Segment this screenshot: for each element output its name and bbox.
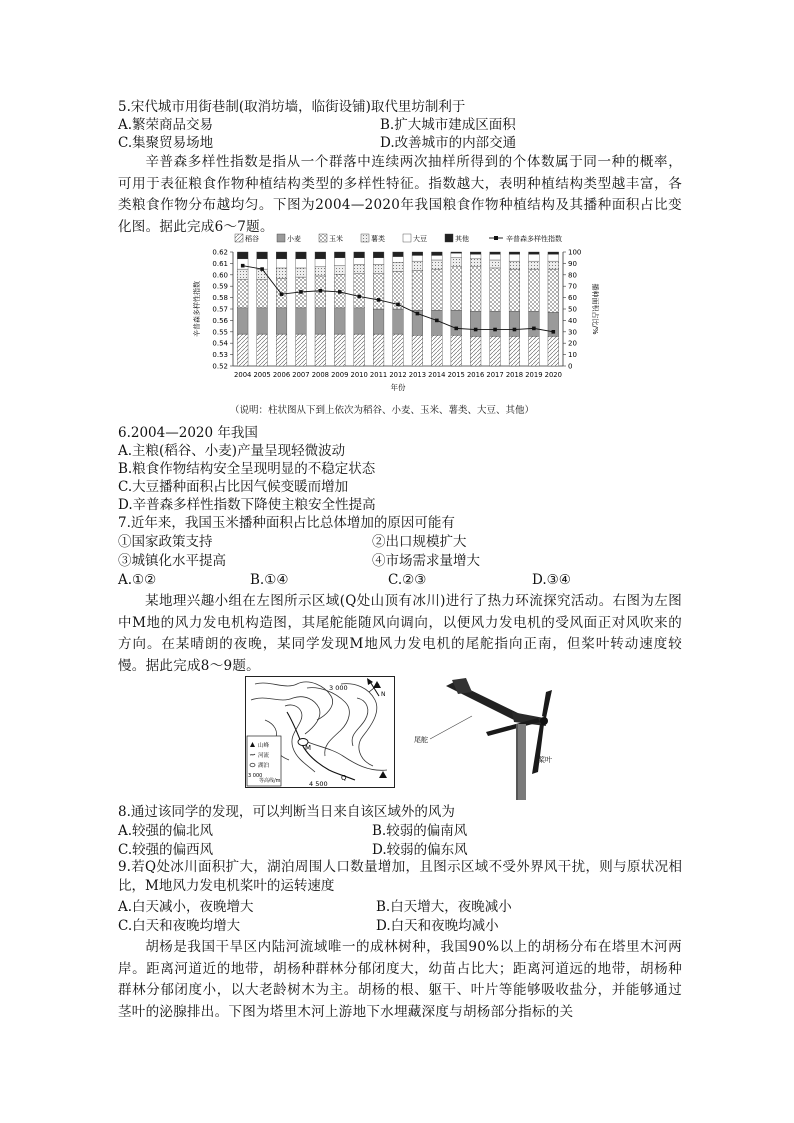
simpson-index-point — [513, 328, 517, 332]
x-tick-label: 2009 — [331, 371, 349, 379]
bar-segment — [257, 252, 268, 259]
y-right-tick-label: 40 — [568, 316, 577, 325]
bar-segment — [431, 252, 442, 255]
bar-segment — [412, 335, 423, 366]
y-right-tick-label: 70 — [568, 282, 577, 291]
y-tick-label: 0.52 — [212, 362, 228, 371]
q7-statement-4: ④市场需求量增大 — [372, 553, 480, 569]
x-tick-label: 2014 — [428, 371, 446, 379]
y-tick-label: 0.57 — [212, 305, 228, 314]
contour-label-3000: 3 000 — [329, 684, 348, 692]
bar-segment — [470, 254, 481, 259]
bar-segment — [373, 334, 384, 366]
wind-turbine-figure — [412, 676, 562, 800]
legend-label: 其他 — [455, 235, 469, 243]
simpson-index-point — [260, 267, 264, 271]
chart-legend — [235, 234, 562, 243]
bar-segment — [412, 261, 423, 270]
bar-segment — [509, 336, 520, 366]
y-right-tick-label: 50 — [568, 305, 577, 314]
x-tick-label: 2017 — [486, 371, 504, 379]
q7-option-d[interactable]: D.③④ — [532, 572, 571, 588]
x-tick-label: 2019 — [525, 371, 543, 379]
q6-option-c[interactable]: C.大豆播种面积占比因气候变暖而增加 — [118, 479, 349, 495]
bar-segment — [490, 311, 501, 336]
simpson-index-point — [338, 290, 342, 294]
contour-label-4500: 4 500 — [309, 780, 328, 788]
bar-segment — [354, 258, 365, 265]
x-tick-label: 2015 — [447, 371, 465, 379]
y-tick-label: 0.59 — [212, 282, 228, 291]
bar-segment — [334, 258, 345, 266]
q7-statement-1: ①国家政策支持 — [118, 534, 213, 550]
q9-stem: 9.若Q处冰川面积扩大，湖泊周围人口数量增加，且图示区域不受外界风干扰，则与原状况相比，M地风力发电机桨叶的运转速度 — [118, 859, 682, 894]
q9-option-d[interactable]: D.白天和夜晚均减小 — [376, 918, 499, 934]
y-right-tick-label: 10 — [568, 351, 577, 360]
q8-option-a[interactable]: A.较强的偏北风 — [118, 823, 214, 839]
bar-segment — [529, 269, 540, 311]
bar-segment — [276, 334, 287, 366]
q9-option-c[interactable]: C.白天和夜晚均增大 — [118, 918, 241, 934]
bar-segment — [451, 258, 462, 267]
bar-segment — [276, 252, 287, 259]
legend-swatch — [403, 234, 411, 242]
legend-line-label: 辛普森多样性指数 — [506, 235, 562, 243]
bar-segment — [334, 252, 345, 258]
simpson-index-point — [435, 319, 439, 323]
bar-segment — [548, 336, 559, 366]
q7-statement-2: ②出口规模扩大 — [372, 534, 467, 550]
simpson-index-point — [377, 298, 381, 302]
x-tick-label: 2005 — [253, 371, 271, 379]
y-right-tick-label: 0 — [568, 362, 573, 371]
y-right-tick-label: 80 — [568, 271, 577, 280]
simpson-index-point — [299, 290, 303, 294]
bar-segment — [296, 334, 307, 366]
x-tick-label: 2011 — [369, 371, 388, 379]
bar-segment — [237, 279, 248, 308]
bar-segment — [334, 334, 345, 366]
legend-label: 玉米 — [329, 235, 343, 243]
y-tick-label: 0.56 — [212, 316, 228, 325]
bar-segment — [412, 252, 423, 255]
bar-segment — [529, 311, 540, 336]
x-axis-title: 年份 — [390, 383, 406, 392]
q8-option-d[interactable]: D.较弱的偏东风 — [372, 842, 468, 858]
x-tick-label: 2004 — [234, 371, 252, 379]
q7-option-a[interactable]: A.①② — [118, 572, 157, 588]
bar-segment — [470, 336, 481, 366]
bar-segment — [451, 253, 462, 258]
y-right-tick-label: 30 — [568, 328, 577, 337]
q7-option-c[interactable]: C.②③ — [388, 572, 427, 588]
passage-thermal-circulation: 某地理兴趣小组在左图所示区域(Q处山顶有冰川)进行了热力环流探究活动。右图为左图中M地的风力发电机构造图，其尾舵能随风向调向，以便风力发电机的受风面正对风吹来的方向。在某晴朗的夜晚，某同学发现M地风力发电机的尾舵指向正南，但桨叶转动速度较慢。据此完成8～9题。 — [118, 593, 682, 674]
bar-segment — [315, 334, 326, 366]
bar-segment — [315, 259, 326, 267]
q6-option-d[interactable]: D.辛普森多样性指数下降使主粮安全性提高 — [118, 497, 376, 513]
bar-segment — [373, 252, 384, 258]
passage-simpson: 辛普森多样性指数是指从一个群落中连续两次抽样所得到的个体数属于同一种的概率，可用于表征粮食作物种植结构类型的多样性特征。指数越大，表明种植结构类型越丰富，各类粮食作物分布越均匀。下图为2004—2020年我国粮食作物种植结构及其播种面积占比变化图。据此完成6～7题。 — [118, 154, 682, 235]
bar-segment — [451, 335, 462, 366]
q7-stem: 7.近年来，我国玉米播种面积占比总体增加的原因可能有 — [118, 515, 455, 531]
legend-label: 大豆 — [413, 235, 427, 243]
x-tick-label: 2020 — [544, 371, 562, 379]
point-m-label: M — [305, 744, 312, 752]
simpson-index-point — [532, 327, 536, 331]
y-tick-label: 0.58 — [212, 294, 228, 303]
bar-segment — [509, 269, 520, 311]
crop-structure-chart — [185, 228, 610, 418]
y-tick-label: 0.54 — [212, 339, 228, 348]
bar-segment — [296, 252, 307, 259]
simpson-index-point — [357, 295, 361, 299]
bar-segment — [393, 334, 404, 366]
q6-option-a[interactable]: A.主粮(稻谷、小麦)产量呈现轻微波动 — [118, 443, 346, 459]
bar-segment — [490, 252, 501, 254]
x-tick-label: 2007 — [292, 371, 310, 379]
svg-text:湖泊: 湖泊 — [258, 763, 270, 769]
bar-segment — [490, 254, 501, 260]
legend-swatch — [319, 234, 327, 242]
x-tick-label: 2013 — [408, 371, 427, 379]
legend-line-marker — [494, 236, 498, 240]
bar-segment — [470, 259, 481, 267]
y-right-tick-label: 20 — [568, 339, 577, 348]
svg-text:河流: 河流 — [258, 753, 270, 759]
bar-segment — [354, 252, 365, 258]
bar-segment — [548, 261, 559, 269]
bar-segment — [393, 309, 404, 334]
bar-segment — [470, 252, 481, 254]
q7-option-b[interactable]: B.①④ — [250, 572, 289, 588]
bar-segment — [276, 268, 287, 278]
q9-option-a[interactable]: A.白天减小，夜晚增大 — [118, 899, 254, 915]
bar-segment — [315, 252, 326, 259]
x-tick-label: 2010 — [350, 371, 368, 379]
bar-segment — [276, 308, 287, 334]
bar-segment — [431, 269, 442, 310]
bar-segment — [354, 334, 365, 366]
legend-swatch — [445, 234, 453, 242]
simpson-index-point — [551, 330, 555, 334]
bar-segment — [451, 310, 462, 335]
legend-swatch — [235, 234, 243, 242]
bar-segment — [393, 262, 404, 271]
q5-option-c[interactable]: C.集聚贸易场地 — [118, 135, 214, 151]
q6-option-b[interactable]: B.粮食作物结构安全呈现明显的不稳定状态 — [118, 461, 376, 477]
x-tick-label: 2008 — [311, 371, 330, 379]
bar-segment — [373, 274, 384, 309]
y-right-tick-label: 60 — [568, 294, 577, 303]
legend-label: 薯类 — [371, 235, 385, 243]
y-right-tick-label: 90 — [568, 259, 577, 268]
x-tick-label: 2006 — [272, 371, 291, 379]
x-tick-label: 2012 — [389, 371, 407, 379]
simpson-index-point — [241, 264, 245, 268]
bar-segment — [296, 268, 307, 277]
svg-text:山峰: 山峰 — [258, 743, 270, 749]
bar-segment — [412, 270, 423, 310]
simpson-index-point — [454, 327, 458, 331]
bar-segment — [373, 309, 384, 334]
q7-statement-3: ③城镇化水平提高 — [118, 553, 226, 569]
legend-label: 稻谷 — [245, 235, 259, 243]
simpson-index-point — [474, 328, 478, 332]
bar-segment — [431, 255, 442, 260]
bar-segment — [451, 267, 462, 310]
simpson-index-point — [280, 292, 284, 296]
bar-segment — [257, 279, 268, 308]
bar-segment — [334, 266, 345, 275]
y-tick-label: 0.60 — [212, 271, 228, 280]
q5-option-b[interactable]: B.扩大城市建成区面积 — [380, 117, 516, 133]
q8-option-c[interactable]: C.较强的偏西风 — [118, 842, 214, 858]
svg-text:等高线/m: 等高线/m — [259, 778, 281, 784]
bar-segment — [529, 336, 540, 366]
y-tick-label: 0.55 — [212, 328, 228, 337]
y-tick-label: 0.62 — [212, 248, 228, 257]
q5-option-d[interactable]: D.改善城市的内部交通 — [380, 135, 517, 151]
simpson-index-point — [416, 312, 420, 316]
bar-segment — [296, 259, 307, 268]
bar-segment — [529, 252, 540, 254]
bar-segment — [334, 308, 345, 334]
bar-segment — [257, 308, 268, 334]
bar-segment — [431, 335, 442, 366]
passage-populus: 胡杨是我国干旱区内陆河流域唯一的成林树种，我国90%以上的胡杨分布在塔里木河两岸。距离河道近的地带，胡杨种群林分郁闭度大，幼苗占比大；距离河道远的地带，胡杨种群林分郁闭度小，以大老龄树木为主。胡杨的根、躯干、叶片等能够吸收盐分，并能够通过茎叶的泌腺排出。下图为塔里木河上游地下水埋藏深度与胡杨部分指标的关 — [118, 939, 682, 1020]
bar-segment — [412, 255, 423, 261]
bar-segment — [509, 261, 520, 269]
simpson-index-point — [396, 303, 400, 307]
bar-segment — [470, 311, 481, 336]
q8-stem: 8.通过该同学的发现，可以判断当日来自该区域外的风为 — [118, 804, 455, 820]
bar-segment — [490, 268, 501, 311]
bar-segment — [548, 252, 559, 254]
q5-stem: 5.宋代城市用街巷制(取消坊墙，临街设铺)取代里坊制利于 — [118, 99, 466, 115]
legend-swatch — [277, 234, 285, 242]
legend-label: 小麦 — [287, 235, 301, 243]
y-right-axis-title: 播种面积占比/% — [591, 283, 599, 335]
bar-segment — [548, 254, 559, 261]
bar-segment — [509, 254, 520, 261]
bar-segment — [470, 267, 481, 311]
x-tick-label: 2016 — [466, 371, 485, 379]
bar-segment — [373, 265, 384, 274]
svg-text:3 000: 3 000 — [248, 773, 263, 779]
q5-option-a[interactable]: A.繁荣商品交易 — [118, 117, 214, 133]
bar-segment — [529, 261, 540, 269]
chart-caption: （说明：柱状图从下到上依次为稻谷、小麦、玉米、薯类、大豆、其他） — [230, 405, 535, 416]
bar-segment — [529, 254, 540, 261]
q9-option-b[interactable]: B.白天增大，夜晚减小 — [376, 899, 512, 915]
bar-segment — [237, 334, 248, 366]
bar-segment — [237, 269, 248, 279]
bar-segment — [431, 310, 442, 335]
bar-segment — [315, 308, 326, 334]
bar-segment — [509, 252, 520, 254]
bar-segment — [354, 265, 365, 274]
bar-segment — [548, 269, 559, 312]
bar-segment — [393, 252, 404, 257]
bar-segment — [393, 257, 404, 263]
bar-segment — [373, 258, 384, 265]
tail-vane-label: 尾舵 — [414, 736, 428, 744]
simpson-index-point — [319, 289, 323, 293]
y-tick-label: 0.53 — [212, 351, 228, 360]
bar-segment — [451, 252, 462, 253]
bar-segment — [237, 252, 248, 259]
bar-segment — [237, 308, 248, 334]
bar-segment — [490, 260, 501, 268]
y-tick-label: 0.61 — [212, 259, 228, 268]
bar-segment — [354, 308, 365, 334]
bar-segment — [490, 336, 501, 366]
contour-map — [245, 676, 395, 788]
y-axis-title: 辛普森多样性指数 — [193, 281, 201, 337]
bar-segment — [509, 311, 520, 336]
legend-swatch — [361, 234, 369, 242]
bar-segment — [257, 334, 268, 366]
y-right-tick-label: 100 — [568, 248, 582, 257]
point-q-label: Q — [341, 774, 347, 782]
q6-stem: 6.2004—2020 年我国 — [118, 425, 258, 441]
bar-segment — [315, 267, 326, 276]
bar-segment — [276, 259, 287, 268]
bar-segment — [431, 260, 442, 269]
simpson-index-point — [493, 328, 497, 332]
x-tick-label: 2018 — [505, 371, 524, 379]
north-label: N — [381, 691, 386, 698]
q8-option-b[interactable]: B.较弱的偏南风 — [372, 823, 468, 839]
bar-segment — [354, 274, 365, 308]
blade-label: 桨叶 — [538, 756, 552, 764]
bar-segment — [296, 308, 307, 334]
